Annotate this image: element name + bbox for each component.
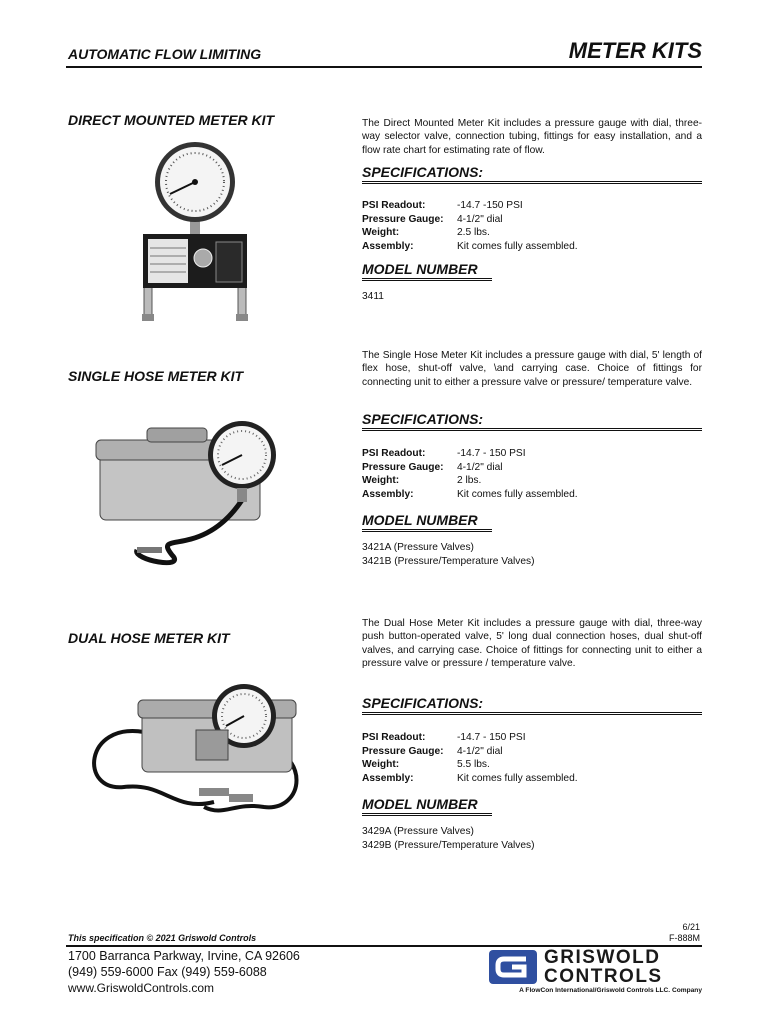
specifications-heading: SPECIFICATIONS:: [362, 695, 702, 715]
spec-value: Kit comes fully assembled.: [457, 772, 578, 784]
spec-value: 5.5 lbs.: [457, 759, 490, 770]
kit-description-dual-hose: The Dual Hose Meter Kit includes a pressure gauge with dial, three-way push button-operated valve, 5' long dual connection hoses, dual shut-off valves, and carrying case. Choice of fittings for connecting unit to either a pressure valve or pressure / temperature valve.: [362, 618, 702, 670]
kit-title-single-hose: SINGLE HOSE METER KIT: [68, 368, 244, 384]
spec-value: 2.5 lbs.: [457, 227, 490, 238]
spec-value: -14.7 -150 PSI: [457, 200, 523, 211]
spec-value: Kit comes fully assembled.: [457, 488, 578, 500]
spec-row: [362, 488, 702, 502]
spec-row: [362, 758, 702, 772]
spec-row: [362, 745, 702, 759]
header-divider: [66, 66, 702, 68]
spec-label: Pressure Gauge:: [362, 745, 444, 757]
model-number: 3429B (Pressure/Temperature Valves): [362, 839, 535, 851]
model-number-list: [362, 290, 384, 304]
spec-row: [362, 731, 702, 745]
website-link[interactable]: www.GriswoldControls.com: [68, 981, 215, 995]
model-number-heading: MODEL NUMBER: [362, 261, 492, 281]
spec-label: Pressure Gauge:: [362, 213, 444, 225]
page-title: METER KITS: [568, 38, 702, 63]
spec-value: Kit comes fully assembled.: [457, 240, 578, 252]
section-label: AUTOMATIC FLOW LIMITING: [68, 46, 262, 62]
phone-fax: (949) 559-6000 Fax (949) 559-6088: [68, 965, 267, 979]
direct-mounted-kit-photo: [140, 136, 250, 322]
contact-block: [68, 948, 300, 996]
spec-label: PSI Readout:: [362, 448, 426, 459]
spec-value: 4-1/2" dial: [457, 461, 503, 473]
logo-tagline: A FlowCon International/Griswold Controls LLC. Company: [519, 987, 702, 994]
spec-row: [362, 447, 702, 461]
specifications-heading: SPECIFICATIONS:: [362, 411, 702, 431]
street-address: 1700 Barranca Parkway, Irvine, CA 92606: [68, 949, 300, 963]
spec-row: [362, 474, 702, 488]
kit-title-direct-mounted: DIRECT MOUNTED METER KIT: [68, 112, 275, 128]
spec-value: -14.7 - 150 PSI: [457, 732, 526, 743]
spec-label: PSI Readout:: [362, 200, 426, 211]
dual-hose-kit-photo: [84, 682, 300, 832]
model-number-heading: MODEL NUMBER: [362, 796, 492, 816]
form-number: F-888M: [668, 933, 700, 943]
document-code: [669, 922, 700, 944]
spec-label: Weight:: [362, 227, 400, 238]
model-number: 3421A (Pressure Valves): [362, 542, 474, 553]
spec-value: 4-1/2" dial: [457, 745, 503, 757]
model-number: 3421B (Pressure/Temperature Valves): [362, 555, 535, 567]
spec-row: [362, 199, 702, 213]
single-hose-kit-photo: [92, 410, 282, 575]
spec-value: 4-1/2" dial: [457, 213, 503, 225]
spec-label: Pressure Gauge:: [362, 461, 444, 473]
spec-row: [362, 240, 702, 254]
spec-label: Weight:: [362, 759, 400, 770]
specifications-list: [362, 447, 702, 501]
spec-label: PSI Readout:: [362, 732, 426, 743]
spec-value: -14.7 - 150 PSI: [457, 448, 526, 459]
spec-row: [362, 226, 702, 240]
company-logo: [488, 947, 702, 997]
spec-label: Assembly:: [362, 240, 414, 252]
logo-wordmark-line1: GRISWOLD: [544, 947, 661, 968]
model-number-heading: MODEL NUMBER: [362, 512, 492, 532]
spec-label: Weight:: [362, 475, 400, 486]
model-number: 3429A (Pressure Valves): [362, 826, 474, 837]
spec-label: Assembly:: [362, 488, 414, 500]
model-number: 3411: [362, 291, 384, 302]
spec-value: 2 lbs.: [457, 475, 482, 486]
specifications-list: [362, 731, 702, 785]
kit-title-dual-hose: DUAL HOSE METER KIT: [68, 630, 230, 646]
spec-row: [362, 213, 702, 227]
specifications-list: [362, 199, 702, 253]
kit-description-direct-mounted: The Direct Mounted Meter Kit includes a pressure gauge with dial, three-way selector valve, connection tubing, fittings for easy installation, and a flow rate chart for estimating rate of flow.: [362, 118, 702, 156]
spec-row: [362, 772, 702, 786]
copyright-notice: This specification © 2021 Griswold Controls: [68, 933, 257, 943]
kit-description-single-hose: The Single Hose Meter Kit includes a pressure gauge with dial, 5' length of flex hose, shut-off valve, \and carrying case. Choice of fittings for connecting unit to either a pressure valve or pressure/ temperature valve.: [362, 350, 702, 388]
model-number-list: [362, 825, 535, 852]
spec-label: Assembly:: [362, 772, 414, 784]
logo-wordmark-line2: CONTROLS: [544, 966, 663, 987]
model-number-list: [362, 541, 535, 568]
specifications-heading: SPECIFICATIONS:: [362, 164, 702, 184]
griswold-logo-icon: [488, 949, 538, 985]
revision-date: 6/21: [682, 922, 700, 932]
spec-row: [362, 461, 702, 475]
